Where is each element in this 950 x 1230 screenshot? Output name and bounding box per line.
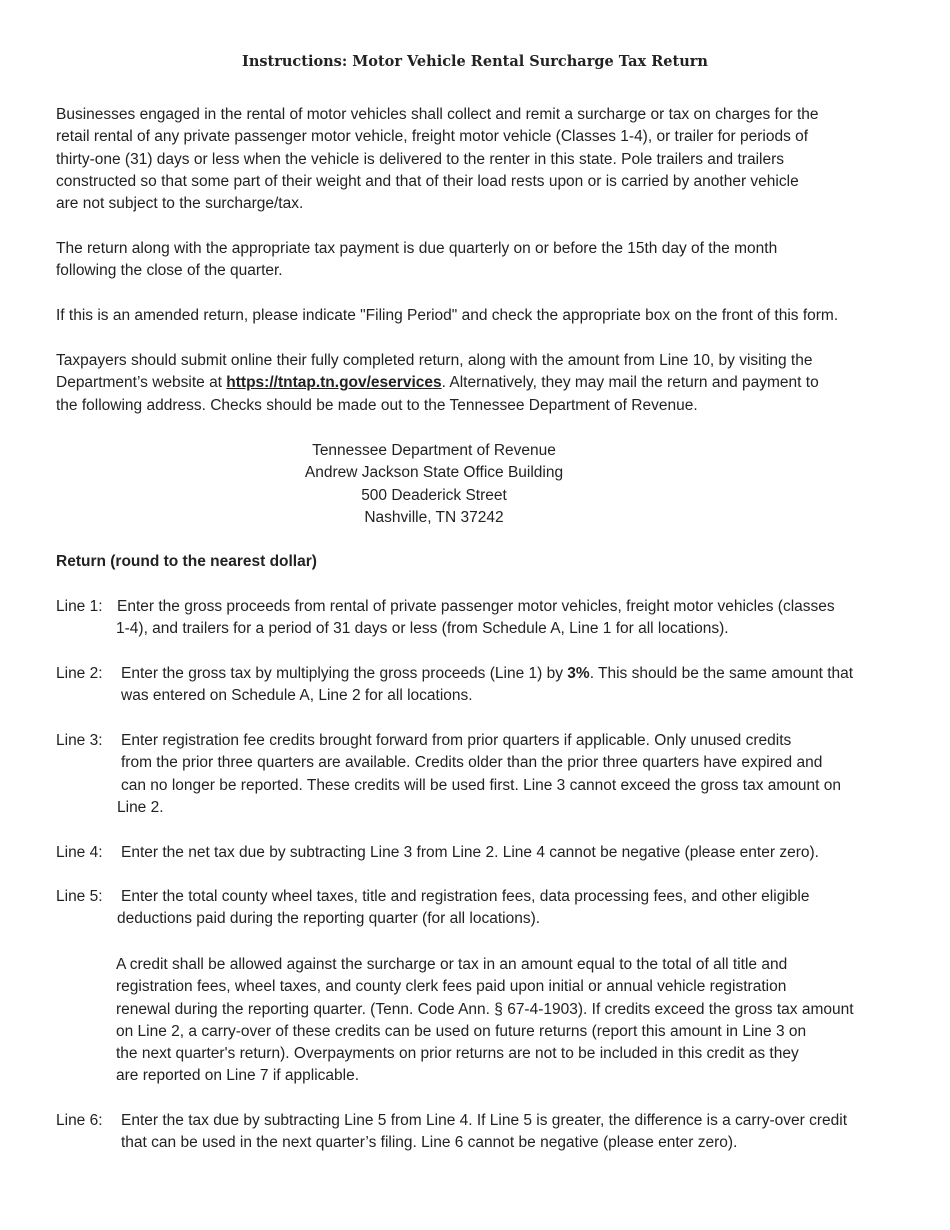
line-text <box>116 596 901 641</box>
note-line: on Line 2, a carry-over of these credits can be used on future returns (report this amount in Line 3 on <box>116 1022 807 1040</box>
line-5-credit-note <box>116 954 896 1088</box>
line-text <box>121 842 901 864</box>
line-text-row: Enter the total county wheel taxes, title and registration fees, data processing fees, and other eligible <box>121 888 810 905</box>
submit-text: . Alternatively, they may mail the return and payment to <box>441 374 819 392</box>
line-text-row: Enter registration fee credits brought forward from prior quarters if applicable. Only unused credits <box>121 732 792 749</box>
line-text <box>117 886 901 931</box>
submit-line <box>56 372 896 394</box>
line-text <box>121 1110 901 1155</box>
line-label: Line 4: <box>56 844 103 861</box>
address-line: Nashville, TN 37242 <box>364 508 504 526</box>
submit-line: Taxpayers should submit online their fully completed return, along with the amount from Line 10, by visiting the <box>56 352 813 369</box>
address-line: Andrew Jackson State Office Building <box>304 464 564 482</box>
mailing-address <box>0 440 868 529</box>
line-text-row: Enter the gross proceeds from rental of private passenger motor vehicles, freight motor vehicles (classes <box>117 598 835 615</box>
line-label: Line 5: <box>56 888 103 905</box>
submit-paragraph <box>56 350 896 417</box>
due-line: following the close of the quarter. <box>56 262 283 280</box>
line-text-row: from the prior three quarters are available. Credits older than the prior three quarters have expired and <box>121 754 823 772</box>
line-label: Line 6: <box>56 1112 103 1129</box>
note-line: A credit shall be allowed against the surcharge or tax in an amount equal to the total of all title and <box>116 956 788 973</box>
line-text-row: was entered on Schedule A, Line 2 for all locations. <box>121 687 473 705</box>
line-text-row: deductions paid during the reporting quarter (for all locations). <box>117 910 541 928</box>
return-heading: Return (round to the nearest dollar) <box>56 553 317 570</box>
intro-line: retail rental of any private passenger motor vehicle, freight motor vehicle (Classes 1-4), or trailer for periods of <box>56 128 809 146</box>
line-text-row: can no longer be reported. These credits will be used first. Line 3 cannot exceed the gross tax amount on <box>121 776 842 794</box>
address-line: Tennessee Department of Revenue <box>312 442 556 459</box>
note-line: the next quarter's return). Overpayments on prior returns are not to be included in this credit as they <box>116 1045 799 1063</box>
page-title: Instructions: Motor Vehicle Rental Surcharge Tax Return <box>242 53 708 70</box>
note-line: registration fees, wheel taxes, and county clerk fees paid upon initial or annual vehicle registration <box>116 978 787 996</box>
line-text-row <box>121 663 901 685</box>
line-label: Line 1: <box>56 598 103 615</box>
intro-line: Businesses engaged in the rental of motor vehicles shall collect and remit a surcharge or tax on charges for the <box>56 106 819 123</box>
intro-line: are not subject to the surcharge/tax. <box>56 195 304 213</box>
address-line: 500 Deaderick Street <box>361 486 507 504</box>
tax-rate: 3% <box>567 665 590 682</box>
line-text-segment: . This should be the same amount that <box>589 665 854 682</box>
intro-line: constructed so that some part of their weight and that of their load rests upon or is carried by another vehicle <box>56 172 799 190</box>
line-text <box>121 663 901 708</box>
note-line: are reported on Line 7 if applicable. <box>116 1067 359 1085</box>
line-text-segment: Enter the gross tax by multiplying the gross proceeds (Line 1) by <box>121 665 568 682</box>
line-text-row: Enter the net tax due by subtracting Line 3 from Line 2. Line 4 cannot be negative (please enter zero). <box>121 844 819 861</box>
line-text-row: Line 2. <box>117 798 164 816</box>
line-label: Line 3: <box>56 732 103 749</box>
note-line: renewal during the reporting quarter. (Tenn. Code Ann. § 67-4-1903). If credits exceed the gross tax amount <box>116 1000 854 1018</box>
due-date-paragraph <box>56 238 896 283</box>
submit-text: Department’s website at <box>56 374 227 392</box>
line-text-row: that can be used in the next quarter’s filing. Line 6 cannot be negative (please enter zero). <box>121 1134 738 1152</box>
intro-paragraph <box>56 104 896 215</box>
amended-line: If this is an amended return, please indicate "Filing Period" and check the appropriate box on the front of this form. <box>56 307 839 324</box>
line-text-row: 1-4), and trailers for a period of 31 days or less (from Schedule A, Line 1 for all locations). <box>116 620 729 638</box>
intro-line: thirty-one (31) days or less when the vehicle is delivered to the renter in this state. Pole trailers and trailers <box>56 150 784 168</box>
eservices-link[interactable]: https://tntap.tn.gov/eservices <box>226 374 442 392</box>
amended-paragraph <box>56 305 896 327</box>
line-text-row: Enter the tax due by subtracting Line 5 from Line 4. If Line 5 is greater, the difference is a carry-over credit <box>121 1112 848 1129</box>
submit-line: the following address. Checks should be made out to the Tennessee Department of Revenue. <box>56 396 698 414</box>
line-label: Line 2: <box>56 665 103 682</box>
due-line: The return along with the appropriate tax payment is due quarterly on or before the 15th day of the month <box>56 240 778 257</box>
line-text <box>117 730 901 819</box>
